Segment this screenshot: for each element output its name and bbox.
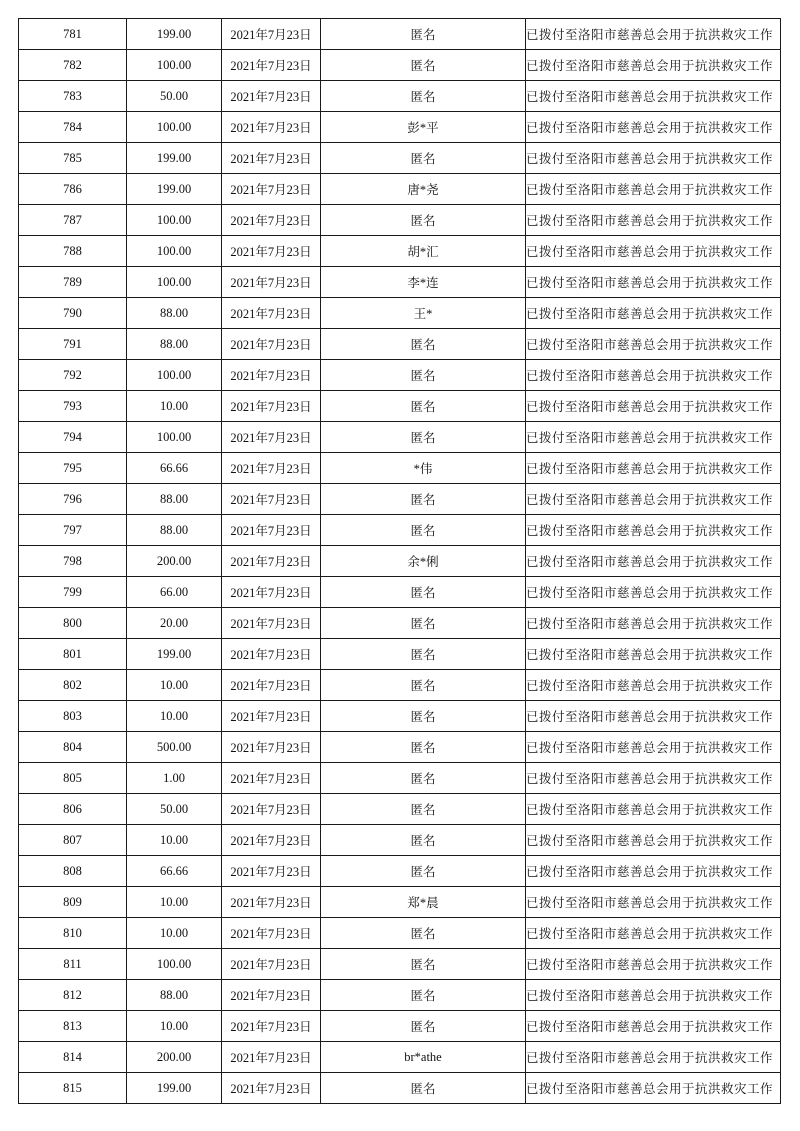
donor-name-cell: 匿名: [321, 329, 526, 360]
serial-number-cell: 793: [19, 391, 127, 422]
purpose-cell: 已拨付至洛阳市慈善总会用于抗洪救灾工作: [526, 577, 781, 608]
donor-name-cell: 匿名: [321, 794, 526, 825]
serial-number-cell: 785: [19, 143, 127, 174]
table-row: [19, 577, 781, 608]
amount-cell: 500.00: [127, 732, 222, 763]
donor-name-cell: 匿名: [321, 422, 526, 453]
purpose-cell: 已拨付至洛阳市慈善总会用于抗洪救灾工作: [526, 267, 781, 298]
date-cell: 2021年7月23日: [222, 1042, 321, 1073]
serial-number-cell: 782: [19, 50, 127, 81]
donor-name-cell: 匿名: [321, 701, 526, 732]
table-row: [19, 515, 781, 546]
purpose-cell: 已拨付至洛阳市慈善总会用于抗洪救灾工作: [526, 50, 781, 81]
purpose-cell: 已拨付至洛阳市慈善总会用于抗洪救灾工作: [526, 174, 781, 205]
date-cell: 2021年7月23日: [222, 639, 321, 670]
table-row: [19, 50, 781, 81]
serial-number-cell: 787: [19, 205, 127, 236]
purpose-cell: 已拨付至洛阳市慈善总会用于抗洪救灾工作: [526, 887, 781, 918]
serial-number-cell: 786: [19, 174, 127, 205]
purpose-cell: 已拨付至洛阳市慈善总会用于抗洪救灾工作: [526, 918, 781, 949]
purpose-cell: 已拨付至洛阳市慈善总会用于抗洪救灾工作: [526, 546, 781, 577]
table-row: [19, 329, 781, 360]
donor-name-cell: 胡*汇: [321, 236, 526, 267]
purpose-cell: 已拨付至洛阳市慈善总会用于抗洪救灾工作: [526, 670, 781, 701]
table-row: [19, 732, 781, 763]
date-cell: 2021年7月23日: [222, 205, 321, 236]
serial-number-cell: 811: [19, 949, 127, 980]
date-cell: 2021年7月23日: [222, 236, 321, 267]
table-row: [19, 701, 781, 732]
table-row: [19, 81, 781, 112]
purpose-cell: 已拨付至洛阳市慈善总会用于抗洪救灾工作: [526, 329, 781, 360]
date-cell: 2021年7月23日: [222, 174, 321, 205]
amount-cell: 200.00: [127, 1042, 222, 1073]
donor-name-cell: 匿名: [321, 360, 526, 391]
date-cell: 2021年7月23日: [222, 329, 321, 360]
table-row: [19, 639, 781, 670]
date-cell: 2021年7月23日: [222, 422, 321, 453]
date-cell: 2021年7月23日: [222, 1011, 321, 1042]
serial-number-cell: 796: [19, 484, 127, 515]
serial-number-cell: 807: [19, 825, 127, 856]
serial-number-cell: 812: [19, 980, 127, 1011]
table-row: [19, 453, 781, 484]
amount-cell: 100.00: [127, 112, 222, 143]
table-row: [19, 670, 781, 701]
date-cell: 2021年7月23日: [222, 980, 321, 1011]
serial-number-cell: 808: [19, 856, 127, 887]
donor-name-cell: 郑*晨: [321, 887, 526, 918]
date-cell: 2021年7月23日: [222, 360, 321, 391]
purpose-cell: 已拨付至洛阳市慈善总会用于抗洪救灾工作: [526, 391, 781, 422]
donor-name-cell: *伟: [321, 453, 526, 484]
table-row: [19, 267, 781, 298]
purpose-cell: 已拨付至洛阳市慈善总会用于抗洪救灾工作: [526, 732, 781, 763]
purpose-cell: 已拨付至洛阳市慈善总会用于抗洪救灾工作: [526, 19, 781, 50]
amount-cell: 100.00: [127, 205, 222, 236]
table-row: [19, 1011, 781, 1042]
amount-cell: 199.00: [127, 174, 222, 205]
serial-number-cell: 809: [19, 887, 127, 918]
donor-name-cell: 李*连: [321, 267, 526, 298]
date-cell: 2021年7月23日: [222, 577, 321, 608]
table-row: [19, 360, 781, 391]
table-row: [19, 794, 781, 825]
date-cell: 2021年7月23日: [222, 50, 321, 81]
purpose-cell: 已拨付至洛阳市慈善总会用于抗洪救灾工作: [526, 360, 781, 391]
table-row: [19, 205, 781, 236]
serial-number-cell: 783: [19, 81, 127, 112]
serial-number-cell: 806: [19, 794, 127, 825]
date-cell: 2021年7月23日: [222, 484, 321, 515]
donor-name-cell: 匿名: [321, 670, 526, 701]
date-cell: 2021年7月23日: [222, 81, 321, 112]
donor-name-cell: 匿名: [321, 81, 526, 112]
table-row: [19, 856, 781, 887]
amount-cell: 100.00: [127, 949, 222, 980]
donor-name-cell: 匿名: [321, 577, 526, 608]
donor-name-cell: 匿名: [321, 732, 526, 763]
purpose-cell: 已拨付至洛阳市慈善总会用于抗洪救灾工作: [526, 949, 781, 980]
serial-number-cell: 795: [19, 453, 127, 484]
date-cell: 2021年7月23日: [222, 267, 321, 298]
amount-cell: 200.00: [127, 546, 222, 577]
serial-number-cell: 814: [19, 1042, 127, 1073]
amount-cell: 1.00: [127, 763, 222, 794]
amount-cell: 100.00: [127, 236, 222, 267]
date-cell: 2021年7月23日: [222, 515, 321, 546]
date-cell: 2021年7月23日: [222, 546, 321, 577]
donor-name-cell: 匿名: [321, 143, 526, 174]
amount-cell: 100.00: [127, 360, 222, 391]
purpose-cell: 已拨付至洛阳市慈善总会用于抗洪救灾工作: [526, 205, 781, 236]
table-row: [19, 112, 781, 143]
amount-cell: 88.00: [127, 484, 222, 515]
serial-number-cell: 799: [19, 577, 127, 608]
table-row: [19, 298, 781, 329]
purpose-cell: 已拨付至洛阳市慈善总会用于抗洪救灾工作: [526, 422, 781, 453]
table-row: [19, 918, 781, 949]
donor-name-cell: 匿名: [321, 949, 526, 980]
donor-name-cell: 匿名: [321, 825, 526, 856]
purpose-cell: 已拨付至洛阳市慈善总会用于抗洪救灾工作: [526, 1011, 781, 1042]
date-cell: 2021年7月23日: [222, 918, 321, 949]
date-cell: 2021年7月23日: [222, 825, 321, 856]
amount-cell: 88.00: [127, 980, 222, 1011]
serial-number-cell: 805: [19, 763, 127, 794]
purpose-cell: 已拨付至洛阳市慈善总会用于抗洪救灾工作: [526, 980, 781, 1011]
table-row: [19, 887, 781, 918]
purpose-cell: 已拨付至洛阳市慈善总会用于抗洪救灾工作: [526, 701, 781, 732]
purpose-cell: 已拨付至洛阳市慈善总会用于抗洪救灾工作: [526, 763, 781, 794]
table-row: [19, 608, 781, 639]
serial-number-cell: 802: [19, 670, 127, 701]
date-cell: 2021年7月23日: [222, 391, 321, 422]
serial-number-cell: 788: [19, 236, 127, 267]
amount-cell: 20.00: [127, 608, 222, 639]
purpose-cell: 已拨付至洛阳市慈善总会用于抗洪救灾工作: [526, 484, 781, 515]
donor-name-cell: 匿名: [321, 391, 526, 422]
amount-cell: 66.00: [127, 577, 222, 608]
donor-name-cell: 匿名: [321, 19, 526, 50]
purpose-cell: 已拨付至洛阳市慈善总会用于抗洪救灾工作: [526, 856, 781, 887]
donor-name-cell: 匿名: [321, 856, 526, 887]
date-cell: 2021年7月23日: [222, 856, 321, 887]
amount-cell: 199.00: [127, 1073, 222, 1104]
date-cell: 2021年7月23日: [222, 19, 321, 50]
table-row: [19, 546, 781, 577]
amount-cell: 10.00: [127, 918, 222, 949]
serial-number-cell: 794: [19, 422, 127, 453]
serial-number-cell: 815: [19, 1073, 127, 1104]
serial-number-cell: 784: [19, 112, 127, 143]
serial-number-cell: 803: [19, 701, 127, 732]
table-row: [19, 1042, 781, 1073]
serial-number-cell: 797: [19, 515, 127, 546]
donor-name-cell: 王*: [321, 298, 526, 329]
purpose-cell: 已拨付至洛阳市慈善总会用于抗洪救灾工作: [526, 81, 781, 112]
amount-cell: 66.66: [127, 453, 222, 484]
donor-name-cell: 匿名: [321, 515, 526, 546]
amount-cell: 199.00: [127, 19, 222, 50]
amount-cell: 66.66: [127, 856, 222, 887]
serial-number-cell: 801: [19, 639, 127, 670]
donation-table: [18, 18, 781, 1104]
donor-name-cell: 匿名: [321, 980, 526, 1011]
donor-name-cell: 匿名: [321, 639, 526, 670]
amount-cell: 199.00: [127, 143, 222, 174]
amount-cell: 88.00: [127, 298, 222, 329]
purpose-cell: 已拨付至洛阳市慈善总会用于抗洪救灾工作: [526, 515, 781, 546]
date-cell: 2021年7月23日: [222, 701, 321, 732]
serial-number-cell: 800: [19, 608, 127, 639]
donor-name-cell: 唐*尧: [321, 174, 526, 205]
date-cell: 2021年7月23日: [222, 732, 321, 763]
table-row: [19, 391, 781, 422]
purpose-cell: 已拨付至洛阳市慈善总会用于抗洪救灾工作: [526, 453, 781, 484]
amount-cell: 199.00: [127, 639, 222, 670]
donor-name-cell: 匿名: [321, 918, 526, 949]
date-cell: 2021年7月23日: [222, 298, 321, 329]
amount-cell: 50.00: [127, 794, 222, 825]
table-row: [19, 236, 781, 267]
date-cell: 2021年7月23日: [222, 670, 321, 701]
table-row: [19, 19, 781, 50]
donor-name-cell: br*athe: [321, 1042, 526, 1073]
table-row: [19, 1073, 781, 1104]
table-row: [19, 763, 781, 794]
amount-cell: 88.00: [127, 329, 222, 360]
donor-name-cell: 彭*平: [321, 112, 526, 143]
donor-name-cell: 匿名: [321, 763, 526, 794]
donation-table-body: [19, 19, 781, 1104]
table-row: [19, 484, 781, 515]
date-cell: 2021年7月23日: [222, 143, 321, 174]
date-cell: 2021年7月23日: [222, 763, 321, 794]
purpose-cell: 已拨付至洛阳市慈善总会用于抗洪救灾工作: [526, 112, 781, 143]
amount-cell: 10.00: [127, 391, 222, 422]
serial-number-cell: 804: [19, 732, 127, 763]
purpose-cell: 已拨付至洛阳市慈善总会用于抗洪救灾工作: [526, 825, 781, 856]
amount-cell: 100.00: [127, 422, 222, 453]
table-row: [19, 949, 781, 980]
donor-name-cell: 余*俐: [321, 546, 526, 577]
purpose-cell: 已拨付至洛阳市慈善总会用于抗洪救灾工作: [526, 608, 781, 639]
date-cell: 2021年7月23日: [222, 887, 321, 918]
serial-number-cell: 789: [19, 267, 127, 298]
table-row: [19, 143, 781, 174]
serial-number-cell: 791: [19, 329, 127, 360]
amount-cell: 10.00: [127, 887, 222, 918]
amount-cell: 88.00: [127, 515, 222, 546]
table-row: [19, 980, 781, 1011]
amount-cell: 10.00: [127, 1011, 222, 1042]
table-row: [19, 422, 781, 453]
purpose-cell: 已拨付至洛阳市慈善总会用于抗洪救灾工作: [526, 1042, 781, 1073]
date-cell: 2021年7月23日: [222, 453, 321, 484]
donor-name-cell: 匿名: [321, 50, 526, 81]
amount-cell: 10.00: [127, 701, 222, 732]
amount-cell: 50.00: [127, 81, 222, 112]
donor-name-cell: 匿名: [321, 608, 526, 639]
donor-name-cell: 匿名: [321, 1011, 526, 1042]
serial-number-cell: 792: [19, 360, 127, 391]
donor-name-cell: 匿名: [321, 484, 526, 515]
purpose-cell: 已拨付至洛阳市慈善总会用于抗洪救灾工作: [526, 298, 781, 329]
serial-number-cell: 798: [19, 546, 127, 577]
donor-name-cell: 匿名: [321, 205, 526, 236]
date-cell: 2021年7月23日: [222, 112, 321, 143]
purpose-cell: 已拨付至洛阳市慈善总会用于抗洪救灾工作: [526, 794, 781, 825]
date-cell: 2021年7月23日: [222, 608, 321, 639]
date-cell: 2021年7月23日: [222, 1073, 321, 1104]
serial-number-cell: 813: [19, 1011, 127, 1042]
date-cell: 2021年7月23日: [222, 794, 321, 825]
serial-number-cell: 810: [19, 918, 127, 949]
table-row: [19, 174, 781, 205]
amount-cell: 10.00: [127, 670, 222, 701]
purpose-cell: 已拨付至洛阳市慈善总会用于抗洪救灾工作: [526, 639, 781, 670]
serial-number-cell: 790: [19, 298, 127, 329]
purpose-cell: 已拨付至洛阳市慈善总会用于抗洪救灾工作: [526, 143, 781, 174]
table-row: [19, 825, 781, 856]
purpose-cell: 已拨付至洛阳市慈善总会用于抗洪救灾工作: [526, 1073, 781, 1104]
amount-cell: 100.00: [127, 50, 222, 81]
serial-number-cell: 781: [19, 19, 127, 50]
donor-name-cell: 匿名: [321, 1073, 526, 1104]
purpose-cell: 已拨付至洛阳市慈善总会用于抗洪救灾工作: [526, 236, 781, 267]
amount-cell: 100.00: [127, 267, 222, 298]
date-cell: 2021年7月23日: [222, 949, 321, 980]
amount-cell: 10.00: [127, 825, 222, 856]
